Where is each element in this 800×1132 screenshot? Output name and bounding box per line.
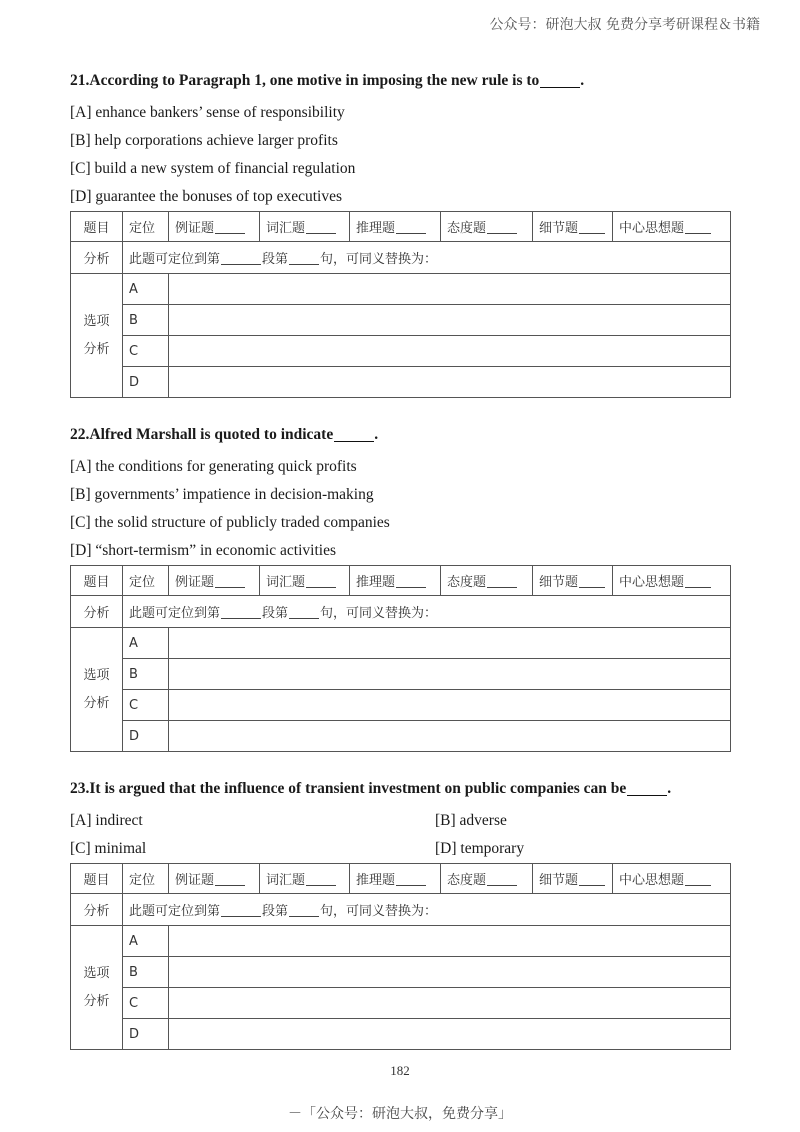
- option-letter-a: A: [123, 628, 169, 659]
- option-row-c: [71, 690, 731, 721]
- type-blank: [396, 587, 426, 588]
- option-c: [C] the solid structure of publicly traded companies: [70, 514, 390, 531]
- analysis-table-slot: [70, 565, 730, 752]
- type-label: 例证题: [175, 575, 215, 590]
- header-watermark: 公众号：研泡大叔 免费分享考研课程＆书籍: [489, 17, 760, 33]
- type-example[interactable]: [169, 212, 260, 242]
- locate-prefix: 此题可定位到第: [129, 252, 221, 267]
- option-row-b: [71, 305, 731, 336]
- type-label: 词汇题: [266, 575, 306, 590]
- type-blank: [215, 233, 245, 234]
- label-fenxi: 分析: [71, 894, 123, 926]
- option-analysis-d[interactable]: [169, 1019, 731, 1050]
- type-detail[interactable]: [533, 566, 613, 596]
- type-vocabulary[interactable]: [260, 212, 350, 242]
- type-main-idea[interactable]: [613, 864, 731, 894]
- option-letter-d: D: [123, 721, 169, 752]
- option-letter-d: D: [123, 367, 169, 398]
- option-analysis-label: [71, 274, 123, 398]
- question-title-text: 23.It is argued that the influence of transient investment on public companies can be: [70, 780, 627, 797]
- locate-mid: 段第: [262, 252, 289, 267]
- option-letter-c: C: [123, 336, 169, 367]
- type-detail[interactable]: [533, 212, 613, 242]
- option-row-b: [71, 957, 731, 988]
- paragraph-blank: [221, 618, 261, 619]
- question-title-text: 22.Alfred Marshall is quoted to indicate: [70, 426, 334, 443]
- option-analysis-b[interactable]: [169, 957, 731, 988]
- option-letter-a: A: [123, 274, 169, 305]
- label-timu: 题目: [71, 864, 123, 894]
- option-d: [D] temporary: [435, 840, 525, 857]
- option-d: [D] “short-termism” in economic activities: [70, 542, 336, 559]
- option-b: [B] adverse: [435, 812, 507, 829]
- type-attitude[interactable]: [441, 212, 533, 242]
- option-analysis-a[interactable]: [169, 926, 731, 957]
- locate-prefix: 此题可定位到第: [129, 904, 221, 919]
- label-locate: 定位: [123, 864, 169, 894]
- label-fenxi: 分析: [71, 596, 123, 628]
- type-label: 中心思想题: [619, 575, 685, 590]
- type-main-idea[interactable]: [613, 566, 731, 596]
- type-label: 中心思想题: [619, 873, 685, 888]
- option-analysis-a[interactable]: [169, 274, 731, 305]
- label-xuanxiang: 选项: [83, 965, 110, 981]
- analysis-table: [70, 211, 731, 398]
- label-timu: 题目: [71, 566, 123, 596]
- option-letter-b: B: [123, 305, 169, 336]
- option-a: [A] enhance bankers’ sense of responsibility: [70, 104, 345, 121]
- type-label: 词汇题: [266, 873, 306, 888]
- locate-mid: 段第: [262, 904, 289, 919]
- label-fenxi-2: 分析: [83, 993, 110, 1009]
- locate-suffix: 句，可同义替换为：: [320, 252, 438, 267]
- question-23: [70, 780, 730, 1050]
- question-title: 23.It is argued that the influence of transient investment on public companies can be .: [70, 780, 672, 797]
- type-blank: [306, 885, 336, 886]
- option-row-a: [71, 274, 731, 305]
- option-row-d: [71, 1019, 731, 1050]
- locate-sentence[interactable]: [123, 894, 731, 926]
- type-inference[interactable]: [350, 212, 441, 242]
- option-analysis-c[interactable]: [169, 690, 731, 721]
- option-a: [A] the conditions for generating quick profits: [70, 458, 357, 475]
- type-blank: [685, 885, 711, 886]
- answer-blank: [334, 441, 374, 442]
- type-example[interactable]: [169, 566, 260, 596]
- type-blank: [215, 885, 245, 886]
- type-blank: [487, 587, 517, 588]
- type-label: 词汇题: [266, 221, 306, 236]
- analysis-table-slot: [70, 211, 730, 398]
- label-xuanxiang: 选项: [83, 667, 110, 683]
- option-b: [B] help corporations achieve larger profits: [70, 132, 338, 149]
- type-blank: [487, 885, 517, 886]
- locate-suffix: 句，可同义替换为：: [320, 904, 438, 919]
- option-row-a: [71, 926, 731, 957]
- option-b: [B] governments’ impatience in decision-making: [70, 486, 374, 503]
- type-blank: [579, 233, 605, 234]
- type-label: 推理题: [356, 221, 396, 236]
- type-blank: [306, 233, 336, 234]
- option-letter-a: A: [123, 926, 169, 957]
- option-analysis-label: [71, 926, 123, 1050]
- type-label: 态度题: [447, 575, 487, 590]
- type-label: 推理题: [356, 575, 396, 590]
- question-title: 21.According to Paragraph 1, one motive in imposing the new rule is to .: [70, 72, 585, 89]
- type-label: 例证题: [175, 221, 215, 236]
- analysis-table: [70, 863, 731, 1050]
- option-c: [C] build a new system of financial regulation: [70, 160, 356, 177]
- label-fenxi: 分析: [71, 242, 123, 274]
- type-example[interactable]: [169, 864, 260, 894]
- locate-sentence[interactable]: [123, 242, 731, 274]
- question-title-text: 21.According to Paragraph 1, one motive in imposing the new rule is to: [70, 72, 540, 89]
- question-type-row: [71, 864, 731, 894]
- question-title: 22.Alfred Marshall is quoted to indicate .: [70, 426, 379, 443]
- sentence-blank: [289, 264, 319, 265]
- option-analysis-label: [71, 628, 123, 752]
- page-number: 182: [390, 1063, 410, 1078]
- type-vocabulary[interactable]: [260, 864, 350, 894]
- type-inference[interactable]: [350, 566, 441, 596]
- type-label: 细节题: [539, 575, 579, 590]
- locate-sentence[interactable]: [123, 596, 731, 628]
- label-locate: 定位: [123, 212, 169, 242]
- option-d: [D] guarantee the bonuses of top executives: [70, 188, 343, 205]
- type-label: 细节题: [539, 873, 579, 888]
- label-locate: 定位: [123, 566, 169, 596]
- label-fenxi-2: 分析: [83, 695, 110, 711]
- locate-row: [71, 242, 731, 274]
- analysis-table-slot: [70, 863, 730, 1050]
- type-blank: [396, 233, 426, 234]
- option-row-c: [71, 988, 731, 1019]
- type-label: 态度题: [447, 873, 487, 888]
- question-type-row: [71, 566, 731, 596]
- type-blank: [579, 885, 605, 886]
- option-letter-c: C: [123, 988, 169, 1019]
- question-22: [70, 426, 730, 752]
- type-label: 中心思想题: [619, 221, 685, 236]
- paragraph-blank: [221, 916, 261, 917]
- locate-mid: 段第: [262, 606, 289, 621]
- question-type-row: [71, 212, 731, 242]
- locate-prefix: 此题可定位到第: [129, 606, 221, 621]
- type-attitude[interactable]: [441, 566, 533, 596]
- option-analysis-b[interactable]: [169, 659, 731, 690]
- type-attitude[interactable]: [441, 864, 533, 894]
- option-c: [C] minimal: [70, 840, 147, 857]
- type-blank: [396, 885, 426, 886]
- type-blank: [215, 587, 245, 588]
- options-grid: [70, 807, 730, 863]
- type-main-idea[interactable]: [613, 212, 731, 242]
- type-label: 例证题: [175, 873, 215, 888]
- option-row-c: [71, 336, 731, 367]
- type-blank: [685, 233, 711, 234]
- label-xuanxiang: 选项: [83, 313, 110, 329]
- locate-row: [71, 596, 731, 628]
- type-blank: [487, 233, 517, 234]
- sentence-blank: [289, 916, 319, 917]
- type-label: 推理题: [356, 873, 396, 888]
- option-letter-b: B: [123, 957, 169, 988]
- answer-blank: [627, 795, 667, 796]
- option-row-d: [71, 367, 731, 398]
- sentence-blank: [289, 618, 319, 619]
- option-letter-b: B: [123, 659, 169, 690]
- type-label: 态度题: [447, 221, 487, 236]
- option-analysis-b[interactable]: [169, 305, 731, 336]
- locate-suffix: 句，可同义替换为：: [320, 606, 438, 621]
- label-timu: 题目: [71, 212, 123, 242]
- type-blank: [685, 587, 711, 588]
- type-label: 细节题: [539, 221, 579, 236]
- footer-watermark: －「公众号：研泡大叔，免费分享」: [288, 1106, 512, 1122]
- type-inference[interactable]: [350, 864, 441, 894]
- type-detail[interactable]: [533, 864, 613, 894]
- paragraph-blank: [221, 264, 261, 265]
- option-letter-d: D: [123, 1019, 169, 1050]
- type-vocabulary[interactable]: [260, 566, 350, 596]
- option-analysis-c[interactable]: [169, 988, 731, 1019]
- option-analysis-d[interactable]: [169, 367, 731, 398]
- label-fenxi-2: 分析: [83, 341, 110, 357]
- option-letter-c: C: [123, 690, 169, 721]
- analysis-table: [70, 565, 731, 752]
- type-blank: [306, 587, 336, 588]
- option-analysis-c[interactable]: [169, 336, 731, 367]
- option-analysis-a[interactable]: [169, 628, 731, 659]
- option-row-a: [71, 628, 731, 659]
- answer-blank: [540, 87, 580, 88]
- option-row-d: [71, 721, 731, 752]
- option-row-b: [71, 659, 731, 690]
- option-a: [A] indirect: [70, 812, 143, 829]
- type-blank: [579, 587, 605, 588]
- question-21: [70, 72, 730, 398]
- locate-row: [71, 894, 731, 926]
- option-analysis-d[interactable]: [169, 721, 731, 752]
